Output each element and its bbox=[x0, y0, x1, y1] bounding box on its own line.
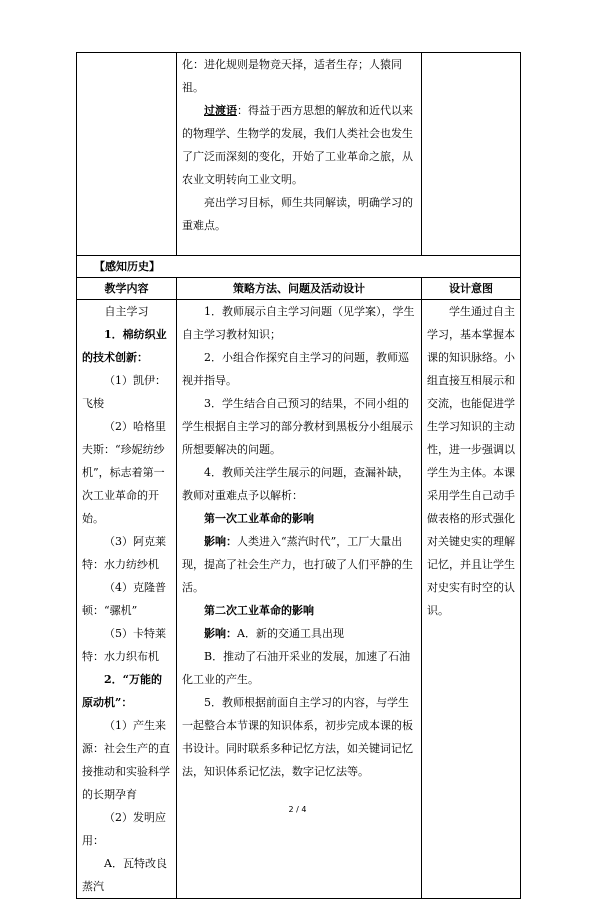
strategy-p2: 2．小组合作探究自主学习的问题，教师巡视并指导。 bbox=[182, 351, 409, 387]
transition-paragraph bbox=[182, 99, 416, 191]
header-strategy: 策略方法、问题及活动设计 bbox=[177, 278, 422, 300]
intent-text: 学生通过自主学习，基本掌握本课的知识脉络。小组直接互相展示和交流，也能促进学生学习知识的主动性，进一步强调以学生为主体。本课采用学生自己动手做表格的形式强化对关键史实的理解记忆，并且让学生对史实有时空的认识。 bbox=[427, 305, 515, 617]
strategy-p1: 1．教师展示自主学习问题（见学案），学生自主学习教材知识； bbox=[182, 305, 415, 341]
strategy-p3: 3．学生结合自己预习的结果，不同小组的学生根据自主学习的部分教材到黑板分小组展示所想要解决的问题。 bbox=[182, 397, 413, 456]
list-item: （5）卡特莱特：水力织布机 bbox=[82, 627, 166, 663]
first-impact: 影响：人类进入“蒸汽时代”，工厂大量出现，提高了社会生产力，也打破了人们平静的生活。 bbox=[182, 535, 413, 594]
goal-text: 亮出学习目标，师生共同解读，明确学习的重难点。 bbox=[182, 196, 413, 232]
section-title: 【感知历史】 bbox=[94, 260, 160, 273]
page-number: 2 / 4 bbox=[288, 805, 307, 814]
list-item: （2）哈格里夫斯：“珍妮纺纱机”，标志着第一次工业革命的开始。 bbox=[82, 420, 166, 525]
list-item: （3）阿克莱特：水力纺纱机 bbox=[82, 535, 166, 571]
second-impact-b: B．推动了石油开采业的发展，加速了石油化工业的产生。 bbox=[182, 650, 411, 686]
second-revolution-title: 第二次工业革命的影响 bbox=[204, 604, 314, 617]
strategy-p5: 5．教师根据前面自主学习的内容，与学生一起整合本节课的知识体系，初步完成本课的板书设计。同时联系多种记忆方法，如关键词记忆法，知识体系记忆法，数字记忆法等。 bbox=[182, 696, 413, 778]
evolution-text: 化：进化规则是物竞天择，适者生存；人猿同祖。 bbox=[182, 58, 402, 94]
header-content: 教学内容 bbox=[77, 278, 177, 300]
empty-cell bbox=[422, 53, 521, 256]
intro-cell bbox=[177, 53, 422, 256]
header-intent: 设计意图 bbox=[422, 278, 521, 300]
heading-textile: 1．棉纺织业的技术创新： bbox=[82, 328, 167, 364]
second-impact: 影响：A．新的交通工具出现 bbox=[204, 627, 344, 640]
list-item: （1）凯伊：飞梭 bbox=[82, 374, 166, 410]
list-item: （2）发明应用： bbox=[82, 811, 166, 847]
transition-text: ：得益于西方思想的解放和近代以来的物理学、生物学的发展，我们人类社会也发生了广泛而深刻的变化，开始了工业革命之旅，从农业文明转向工业文明。 bbox=[182, 104, 413, 186]
self-study-heading: 自主学习 bbox=[104, 305, 149, 318]
table-row bbox=[77, 53, 521, 256]
list-item: A．瓦特改良蒸汽 bbox=[82, 857, 167, 893]
transition-label: 过渡语 bbox=[204, 104, 237, 117]
heading-engine: 2．“万能的原动机”： bbox=[82, 673, 162, 709]
section-row bbox=[77, 256, 521, 278]
strategy-p4: 4．教师关注学生展示的问题，查漏补缺，教师对重难点予以解析： bbox=[182, 466, 409, 502]
header-row bbox=[77, 278, 521, 300]
empty-cell bbox=[77, 53, 177, 256]
first-revolution-title: 第一次工业革命的影响 bbox=[204, 512, 314, 525]
list-item: （4）克隆普顿：“骡机” bbox=[82, 581, 166, 617]
lesson-plan-table bbox=[76, 52, 521, 899]
list-item: （1）产生来源：社会生产的直接推动和实验科学的长期孕育 bbox=[82, 719, 170, 801]
section-title-cell bbox=[77, 256, 521, 278]
